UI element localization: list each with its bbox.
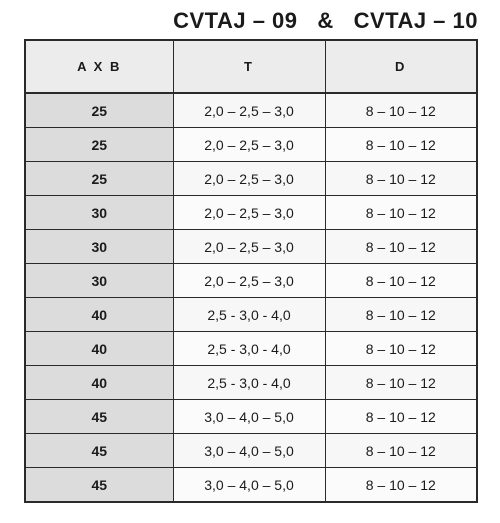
cell-d: 8 – 10 – 12: [325, 196, 477, 230]
table-row: [25, 93, 477, 128]
cell-t: 2,0 – 2,5 – 3,0: [173, 162, 325, 196]
cell-axb: 30: [25, 264, 173, 298]
cell-axb: 40: [25, 332, 173, 366]
cell-t: 3,0 – 4,0 – 5,0: [173, 468, 325, 503]
cell-t: 2,5 - 3,0 - 4,0: [173, 366, 325, 400]
cell-t: 2,5 - 3,0 - 4,0: [173, 298, 325, 332]
table-row: [25, 196, 477, 230]
cell-t: 3,0 – 4,0 – 5,0: [173, 400, 325, 434]
cell-t: 2,0 – 2,5 – 3,0: [173, 264, 325, 298]
table-row: [25, 434, 477, 468]
cell-axb: 40: [25, 298, 173, 332]
cell-t: 3,0 – 4,0 – 5,0: [173, 434, 325, 468]
cell-d: 8 – 10 – 12: [325, 128, 477, 162]
table-row: [25, 128, 477, 162]
cell-d: 8 – 10 – 12: [325, 400, 477, 434]
cell-t: 2,0 – 2,5 – 3,0: [173, 128, 325, 162]
cell-t: 2,0 – 2,5 – 3,0: [173, 196, 325, 230]
table-row: [25, 162, 477, 196]
cell-axb: 45: [25, 434, 173, 468]
table-row: [25, 468, 477, 503]
cell-axb: 45: [25, 468, 173, 503]
column-header-axb: A X B: [25, 40, 173, 93]
cell-axb: 30: [25, 230, 173, 264]
column-header-t: T: [173, 40, 325, 93]
cell-d: 8 – 10 – 12: [325, 93, 477, 128]
cell-axb: 25: [25, 162, 173, 196]
cell-t: 2,0 – 2,5 – 3,0: [173, 93, 325, 128]
page-title: CVTAJ – 09 & CVTAJ – 10: [173, 8, 478, 33]
column-header-d: D: [325, 40, 477, 93]
cell-d: 8 – 10 – 12: [325, 468, 477, 503]
cell-d: 8 – 10 – 12: [325, 366, 477, 400]
cell-d: 8 – 10 – 12: [325, 332, 477, 366]
cell-d: 8 – 10 – 12: [325, 230, 477, 264]
cell-axb: 30: [25, 196, 173, 230]
cell-d: 8 – 10 – 12: [325, 264, 477, 298]
cell-d: 8 – 10 – 12: [325, 298, 477, 332]
cell-axb: 25: [25, 128, 173, 162]
table-row: [25, 230, 477, 264]
cell-d: 8 – 10 – 12: [325, 434, 477, 468]
cell-axb: 45: [25, 400, 173, 434]
table-row: [25, 400, 477, 434]
table-row: [25, 366, 477, 400]
table-row: [25, 332, 477, 366]
table-row: [25, 298, 477, 332]
cell-d: 8 – 10 – 12: [325, 162, 477, 196]
spec-table: [24, 39, 478, 503]
cell-axb: 40: [25, 366, 173, 400]
table-row: [25, 264, 477, 298]
header-row: [25, 40, 477, 93]
cell-axb: 25: [25, 93, 173, 128]
cell-t: 2,0 – 2,5 – 3,0: [173, 230, 325, 264]
cell-t: 2,5 - 3,0 - 4,0: [173, 332, 325, 366]
